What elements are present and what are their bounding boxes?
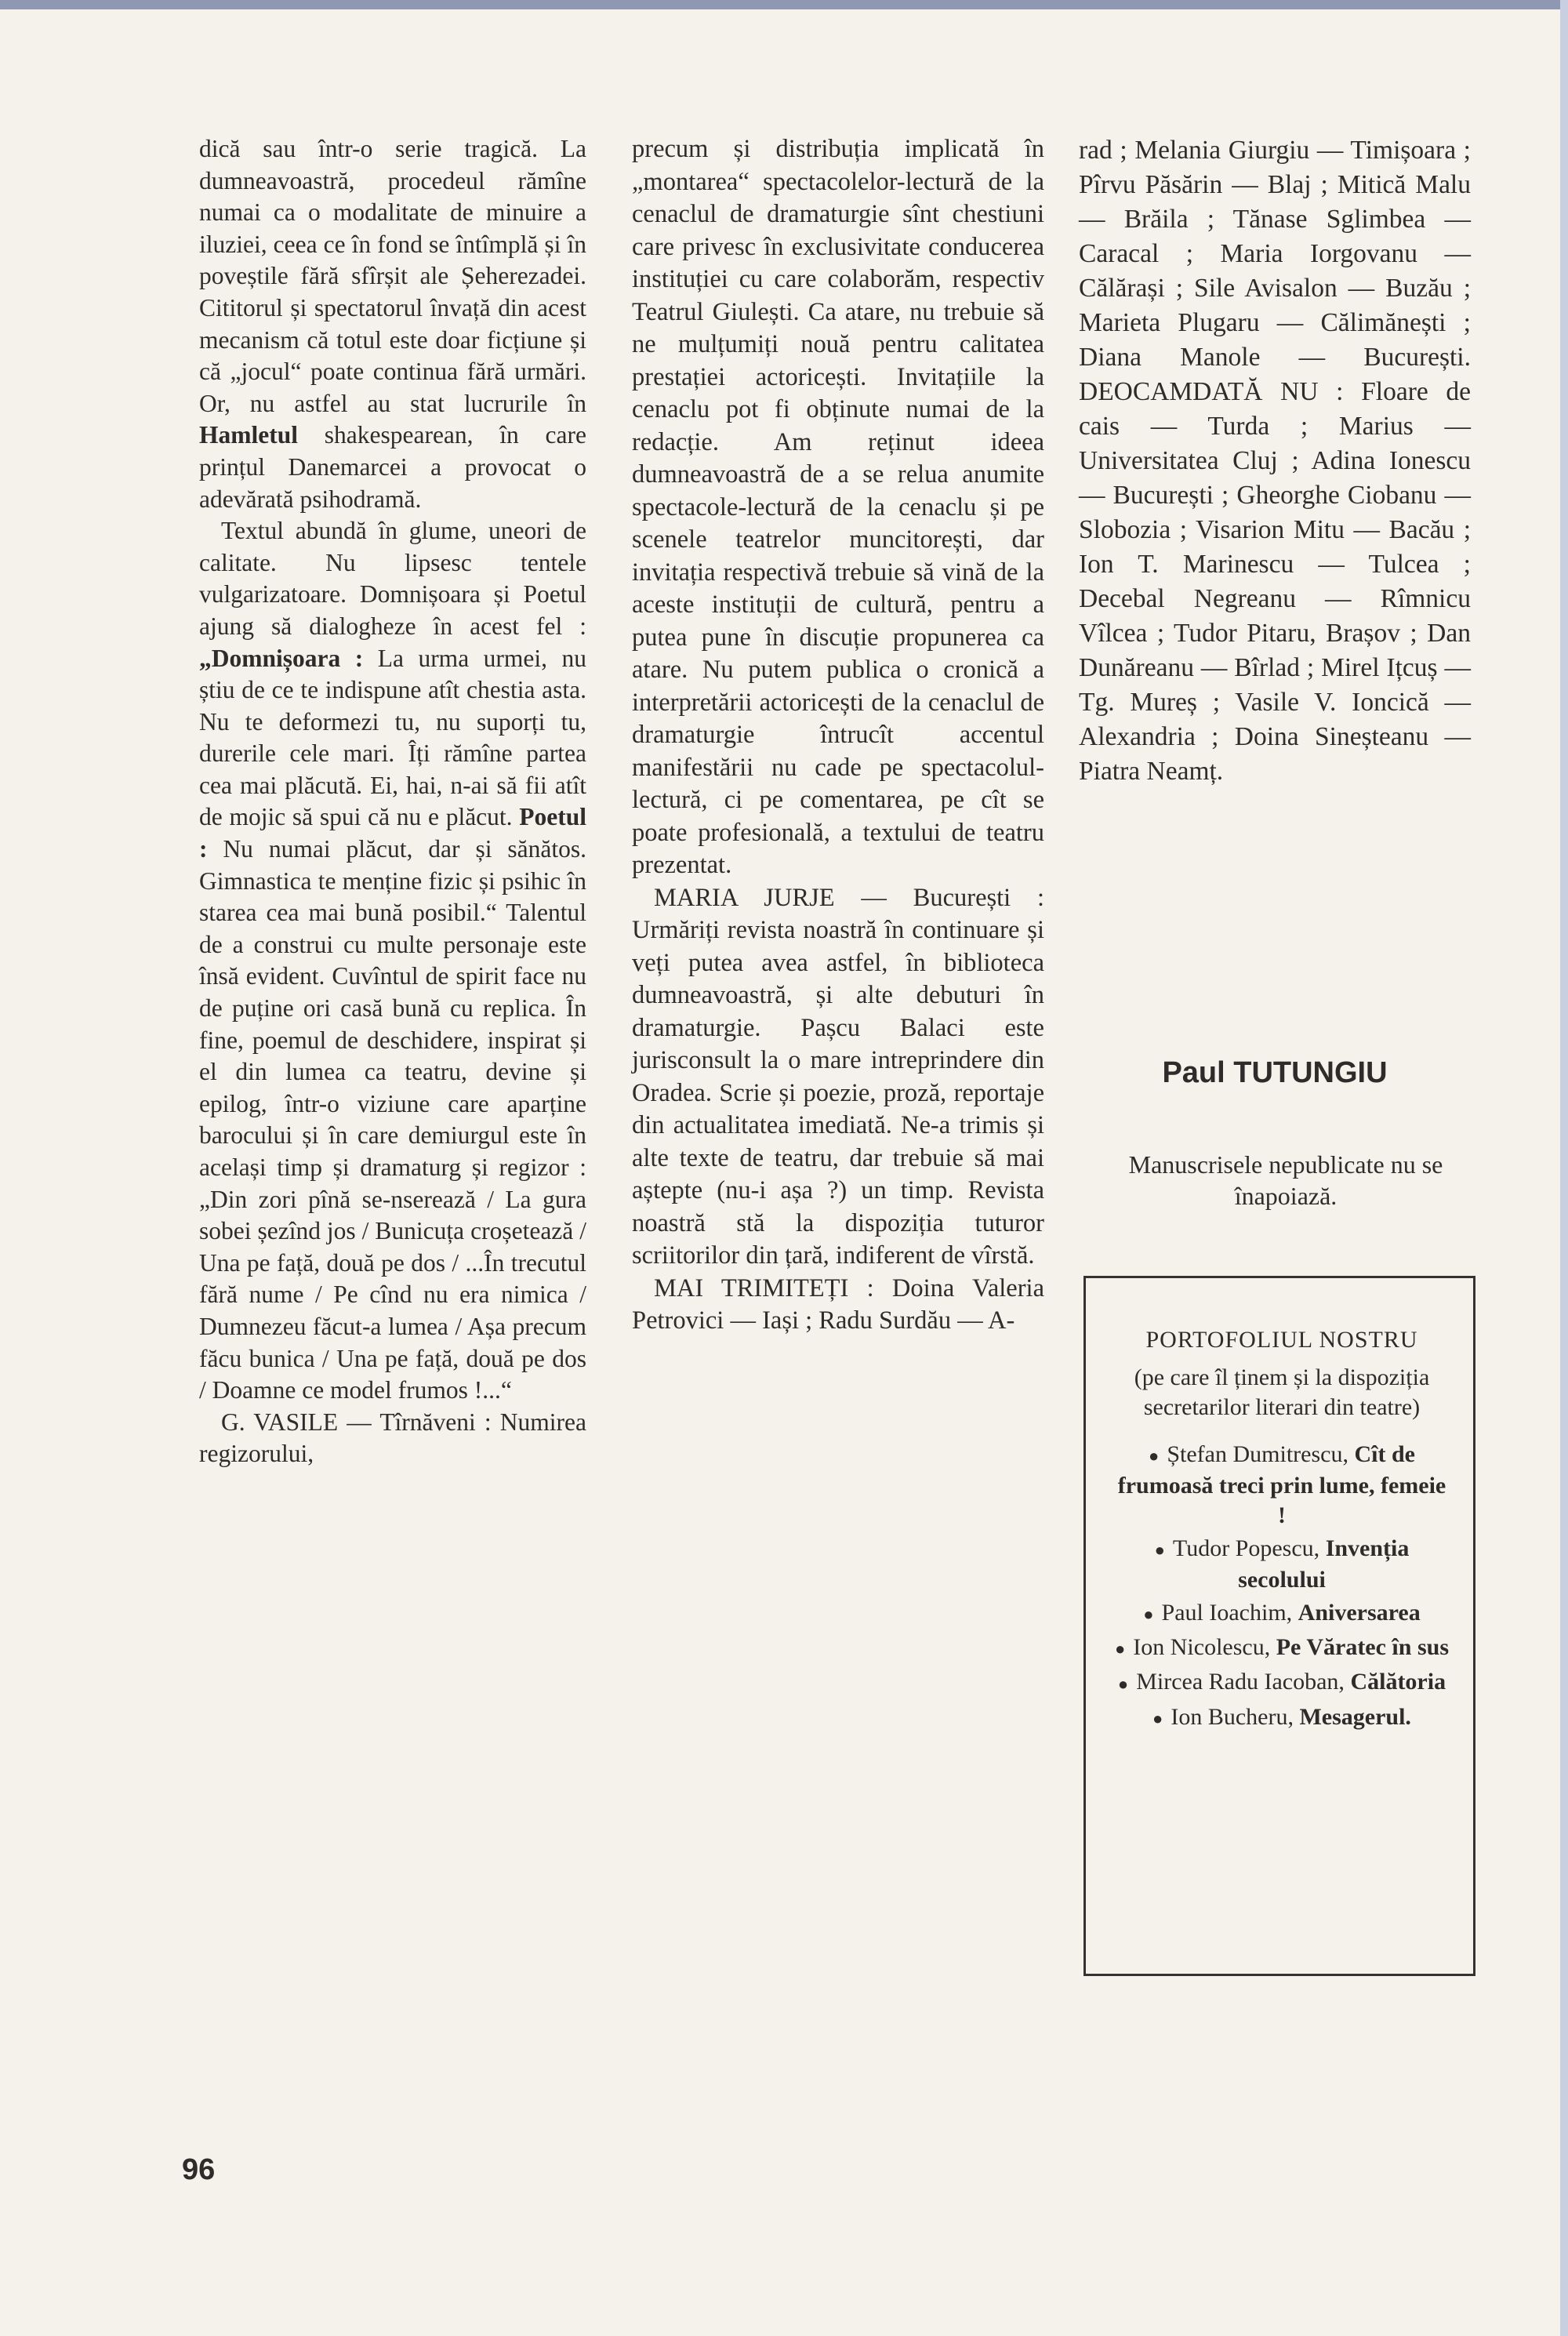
item-title: Invenția secolului <box>1238 1535 1410 1593</box>
item-author: Mircea Radu Iacoban, <box>1136 1669 1345 1695</box>
item-title: Călătoria <box>1350 1669 1446 1695</box>
col1-p1-end: shakespearean, în care prințul Danemarcei a provocat o adevărată psihodramă. <box>199 421 586 513</box>
portfolio-item <box>1114 1667 1450 1698</box>
item-title: Pe Văratec în sus <box>1276 1634 1449 1661</box>
item-author: Ștefan Dumitrescu, <box>1167 1441 1348 1467</box>
column-2 <box>632 133 1044 1338</box>
portfolio-item <box>1114 1633 1450 1664</box>
item-title: Mesagerul. <box>1299 1703 1411 1730</box>
bullet-icon: ● <box>1117 1673 1129 1694</box>
col1-p1-text: dică sau într-o serie tragică. La dumneavoastră, procedeul rămîne numai ca o modalitate de minuire a iluziei, ceea ce în fond se întîmplă și în poveștile fără sfîrșit ale Șeherezadei. Cititorul și spectatorul învață din acest mecanism că totul este doar ficțiune și că „jocul“ poate continua fără urmări. Or, nu astfel au stat lucrurile în <box>199 135 586 417</box>
item-author: Ion Bucheru, <box>1171 1703 1294 1730</box>
portfolio-item <box>1114 1440 1450 1531</box>
item-title: Aniversarea <box>1298 1600 1421 1626</box>
author-signature: Paul TUTUNGIU <box>1162 1056 1388 1089</box>
item-author: Paul Ioachim, <box>1161 1600 1293 1626</box>
right-border <box>1560 0 1568 2336</box>
domnisoara-label: „Domnișoara : <box>199 644 364 672</box>
col3-paragraph-1: rad ; Melania Giurgiu — Timișoara ; Pîrvu Păsărin — Blaj ; Mitică Malu — Brăila ; Tănase Sglimbea — Caracal ; Maria Iorgovanu — Călărași ; Sile Avisalon — Buzău ; Marieta Plugaru — Călimănești ; Diana Manole — București. DEOCAMDATĂ NU : Floare de cais — Turda ; Marius — Universitatea Cluj ; Adina Ionescu — București ; Gheorghe Ciobanu — Slobozia ; Visarion Mitu — Bacău ; Ion T. Marinescu — Tulcea ; Decebal Negreanu — Rîmnicu Vîlcea ; Tudor Pitaru, Brașov ; Dan Dunăreanu — Bîrlad ; Mirel Ițcuș — Tg. Mureș ; Vasile V. Ioncică — Alexandria ; Doina Sineșteanu — Piatra Neamț. <box>1079 136 1471 786</box>
col2-paragraph-3: MAI TRIMITEȚI : Doina Valeria Petrovici — Iași ; Radu Surdău — A- <box>632 1273 1044 1335</box>
column-1 <box>199 133 586 1470</box>
page-number: 96 <box>182 2153 216 2186</box>
col1-p2-mid: La urma urmei, nu știu de ce te indispune atît chestia asta. Nu te deformezi tu, nu suporți tu, durerile cele mari. Îți rămîne partea cea mai plăcută. Ei, hai, n-ai să fii atît de mojic să spui că nu e plăcut. <box>199 644 587 831</box>
portfolio-box <box>1083 1276 1475 1974</box>
portfolio-item <box>1114 1598 1450 1629</box>
col1-p2-text: Textul abundă în glume, uneori de calitate. Nu lipsesc tentele vulgarizatoare. Domnișoara și Poetul ajung să dialogheze în acest fel : <box>199 517 586 640</box>
portfolio-box-bottom-rule <box>1083 1974 1475 1976</box>
item-author: Tudor Popescu, <box>1172 1535 1320 1562</box>
col1-paragraph-2 <box>199 515 586 1407</box>
poetul-label: Poetul : <box>199 803 586 863</box>
portfolio-content <box>1114 1325 1450 1737</box>
bullet-icon: ● <box>1114 1639 1126 1659</box>
portfolio-item <box>1114 1534 1450 1595</box>
portfolio-list <box>1114 1440 1450 1734</box>
col1-paragraph-3: G. VASILE — Tîrnăveni : Numirea regizorului, <box>199 1408 586 1468</box>
col1-paragraph-1 <box>199 133 586 515</box>
col2-paragraph-2: MARIA JURJE — București : Urmăriți revista noastră în continuare și veți putea avea astfel, în biblioteca dumneavoastră, și alte debuturi în dramaturgie. Pașcu Balaci este jurisconsult la o mare intreprindere din Oradea. Scrie și poezie, proză, reportaje din actualitatea imediată. Ne-a trimis și alte texte de teatru, dar trebuie să mai aștepte (nu-i așa ?) un timp. Revista noastră stă la dispoziția tuturor scriitorilor din țară, indiferent de vîrstă. <box>632 883 1044 1270</box>
item-title: Cît de frumoasă treci prin lume, femeie ! <box>1117 1441 1446 1529</box>
portfolio-subtitle: (pe care îl ținem și la dispoziția secretarilor literari din teatre) <box>1134 1364 1430 1420</box>
col2-paragraph-1: precum și distribuția implicată în „montarea“ spectacolelor-lectură de la cenaclul de dramaturgie sînt chestiuni care privesc în exclusivitate conducerea instituției cu care colaborăm, respectiv Teatrul Giulești. Ca atare, nu trebuie să ne mulțumiți nouă pentru calitatea prestației actoricești. Invitațiile la cenaclu pot fi obținute numai de la redacție. Am reținut ideea dumneavoastră de a se relua anumite spectacole-lectură de la cenaclu și pe scenele teatrelor muncitorești, dar invitația respectivă trebuie să vină de la aceste instituții de cultură, pentru a putea pune în discuție propunerea ca atare. Nu putem publica o cronică a interpretării actoricești de la cenaclul de dramaturgie întrucît accentul manifestării nu cade pe spectacolul-lectură, ci pe comentarea, pe cît se poate profesională, a textului de teatru prezentat. <box>632 135 1044 879</box>
hamletul-title: Hamletul <box>199 421 298 449</box>
item-author: Ion Nicolescu, <box>1133 1634 1271 1661</box>
portfolio-title: PORTOFOLIUL NOSTRU <box>1145 1327 1418 1353</box>
portfolio-item <box>1114 1702 1450 1734</box>
bullet-icon: ● <box>1149 1446 1160 1466</box>
top-border <box>0 0 1568 9</box>
column-3 <box>1079 133 1471 789</box>
bullet-icon: ● <box>1152 1708 1163 1728</box>
col1-p2-end: Nu numai plăcut, dar și sănătos. Gimnastica te menține fizic și psihic în starea cea mai bună posibil.“ Talentul de a construi cu multe personaje este însă evident. Cuvîntul de spirit face nu de puține ori casă bună cu replica. În fine, poemul de deschidere, inspirat și el din lumea ca teatru, devine și epilog, într-o viziune care aparține barocului și în care demiurgul este în același timp și dramaturg și regizor : „Din zori pînă se-nserează / La gura sobei șezînd jos / Bunicuța croșetează / Una pe față, două pe dos / ...În trecutul fără nume / Pe cînd nu era nimica / Dumnezeu făcut-a lumea / Așa precum făcu bunica / Una pe față, două pe dos / Doamne ce model frumos !...“ <box>199 835 586 1404</box>
bullet-icon: ● <box>1154 1540 1165 1560</box>
bullet-icon: ● <box>1143 1604 1154 1625</box>
manuscripts-notice: Manuscrisele nepublicate nu se înapoiază. <box>1128 1150 1443 1210</box>
